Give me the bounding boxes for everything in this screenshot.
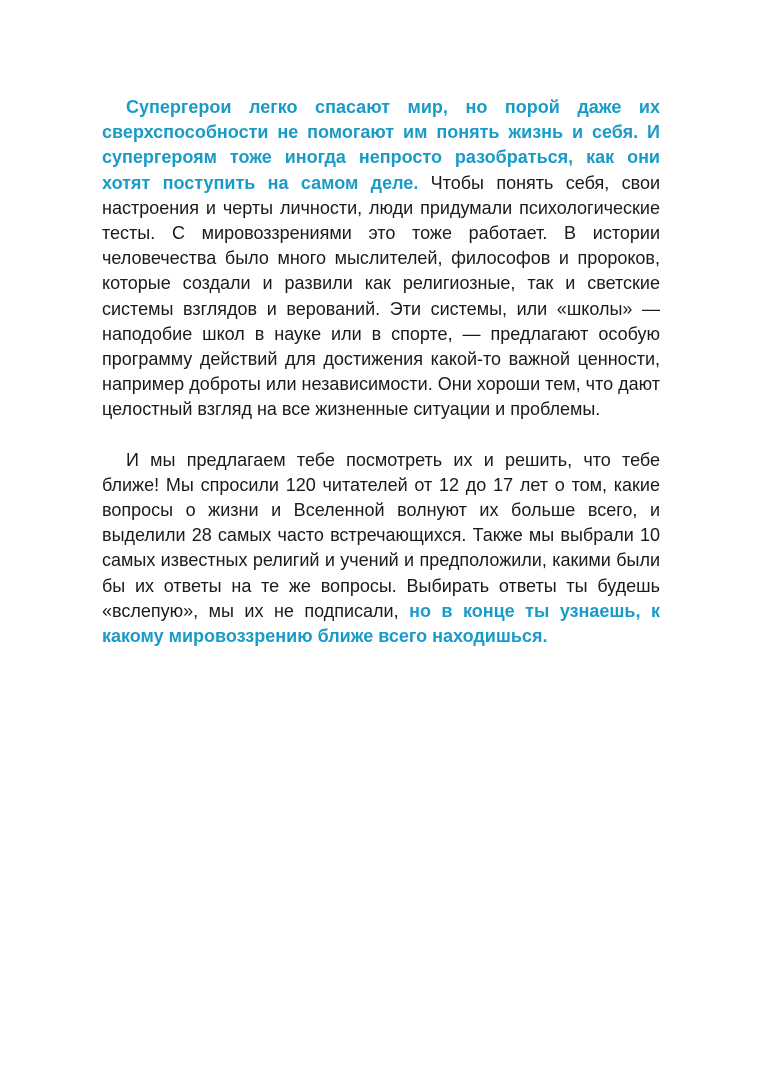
invitation-body: И мы предлагаем тебе посмотреть их и решить, что тебе ближе! Мы спросили 120 читателей от 12 до 17 лет о том, какие вопросы о жизни и Вселенной волнуют их больше всего, и выделили 28 самых часто встречающихся. Также мы выбрали 10 самых известных религий и учений и предположили, какими были бы их ответы на те же вопросы. Выбирать ответы ты будешь «вслепую», мы их не подписали, <box>102 449 660 621</box>
page-text <box>102 95 660 649</box>
invitation-paragraph <box>102 448 660 650</box>
invitation-highlight: но в конце ты узнаешь, к какому мировоззрению ближе всего находишься. <box>102 600 660 647</box>
intro-body: Чтобы понять себя, свои настроения и черты личности, люди придумали психологические тесты. С мировоззрениями это тоже работает. В истории человечества было много мыслителей, философов и пророков, которые создали и развили как религиозные, так и светские системы взглядов и верований. Эти системы, или «школы» — наподобие школ в науке или в спорте, — предлагают особую программу действий для достижения какой-то важной ценности, например доброты или независимости. Они хороши тем, что дают целостный взгляд на все жизненные ситуации и проблемы. <box>102 172 661 420</box>
intro-paragraph <box>102 95 660 423</box>
intro-highlight: Супергерои легко спасают мир, но порой даже их сверхспособности не помогают им понять жизнь и себя. И супергероям тоже иногда непросто разобраться, как они хотят поступить на самом деле. <box>102 97 660 193</box>
